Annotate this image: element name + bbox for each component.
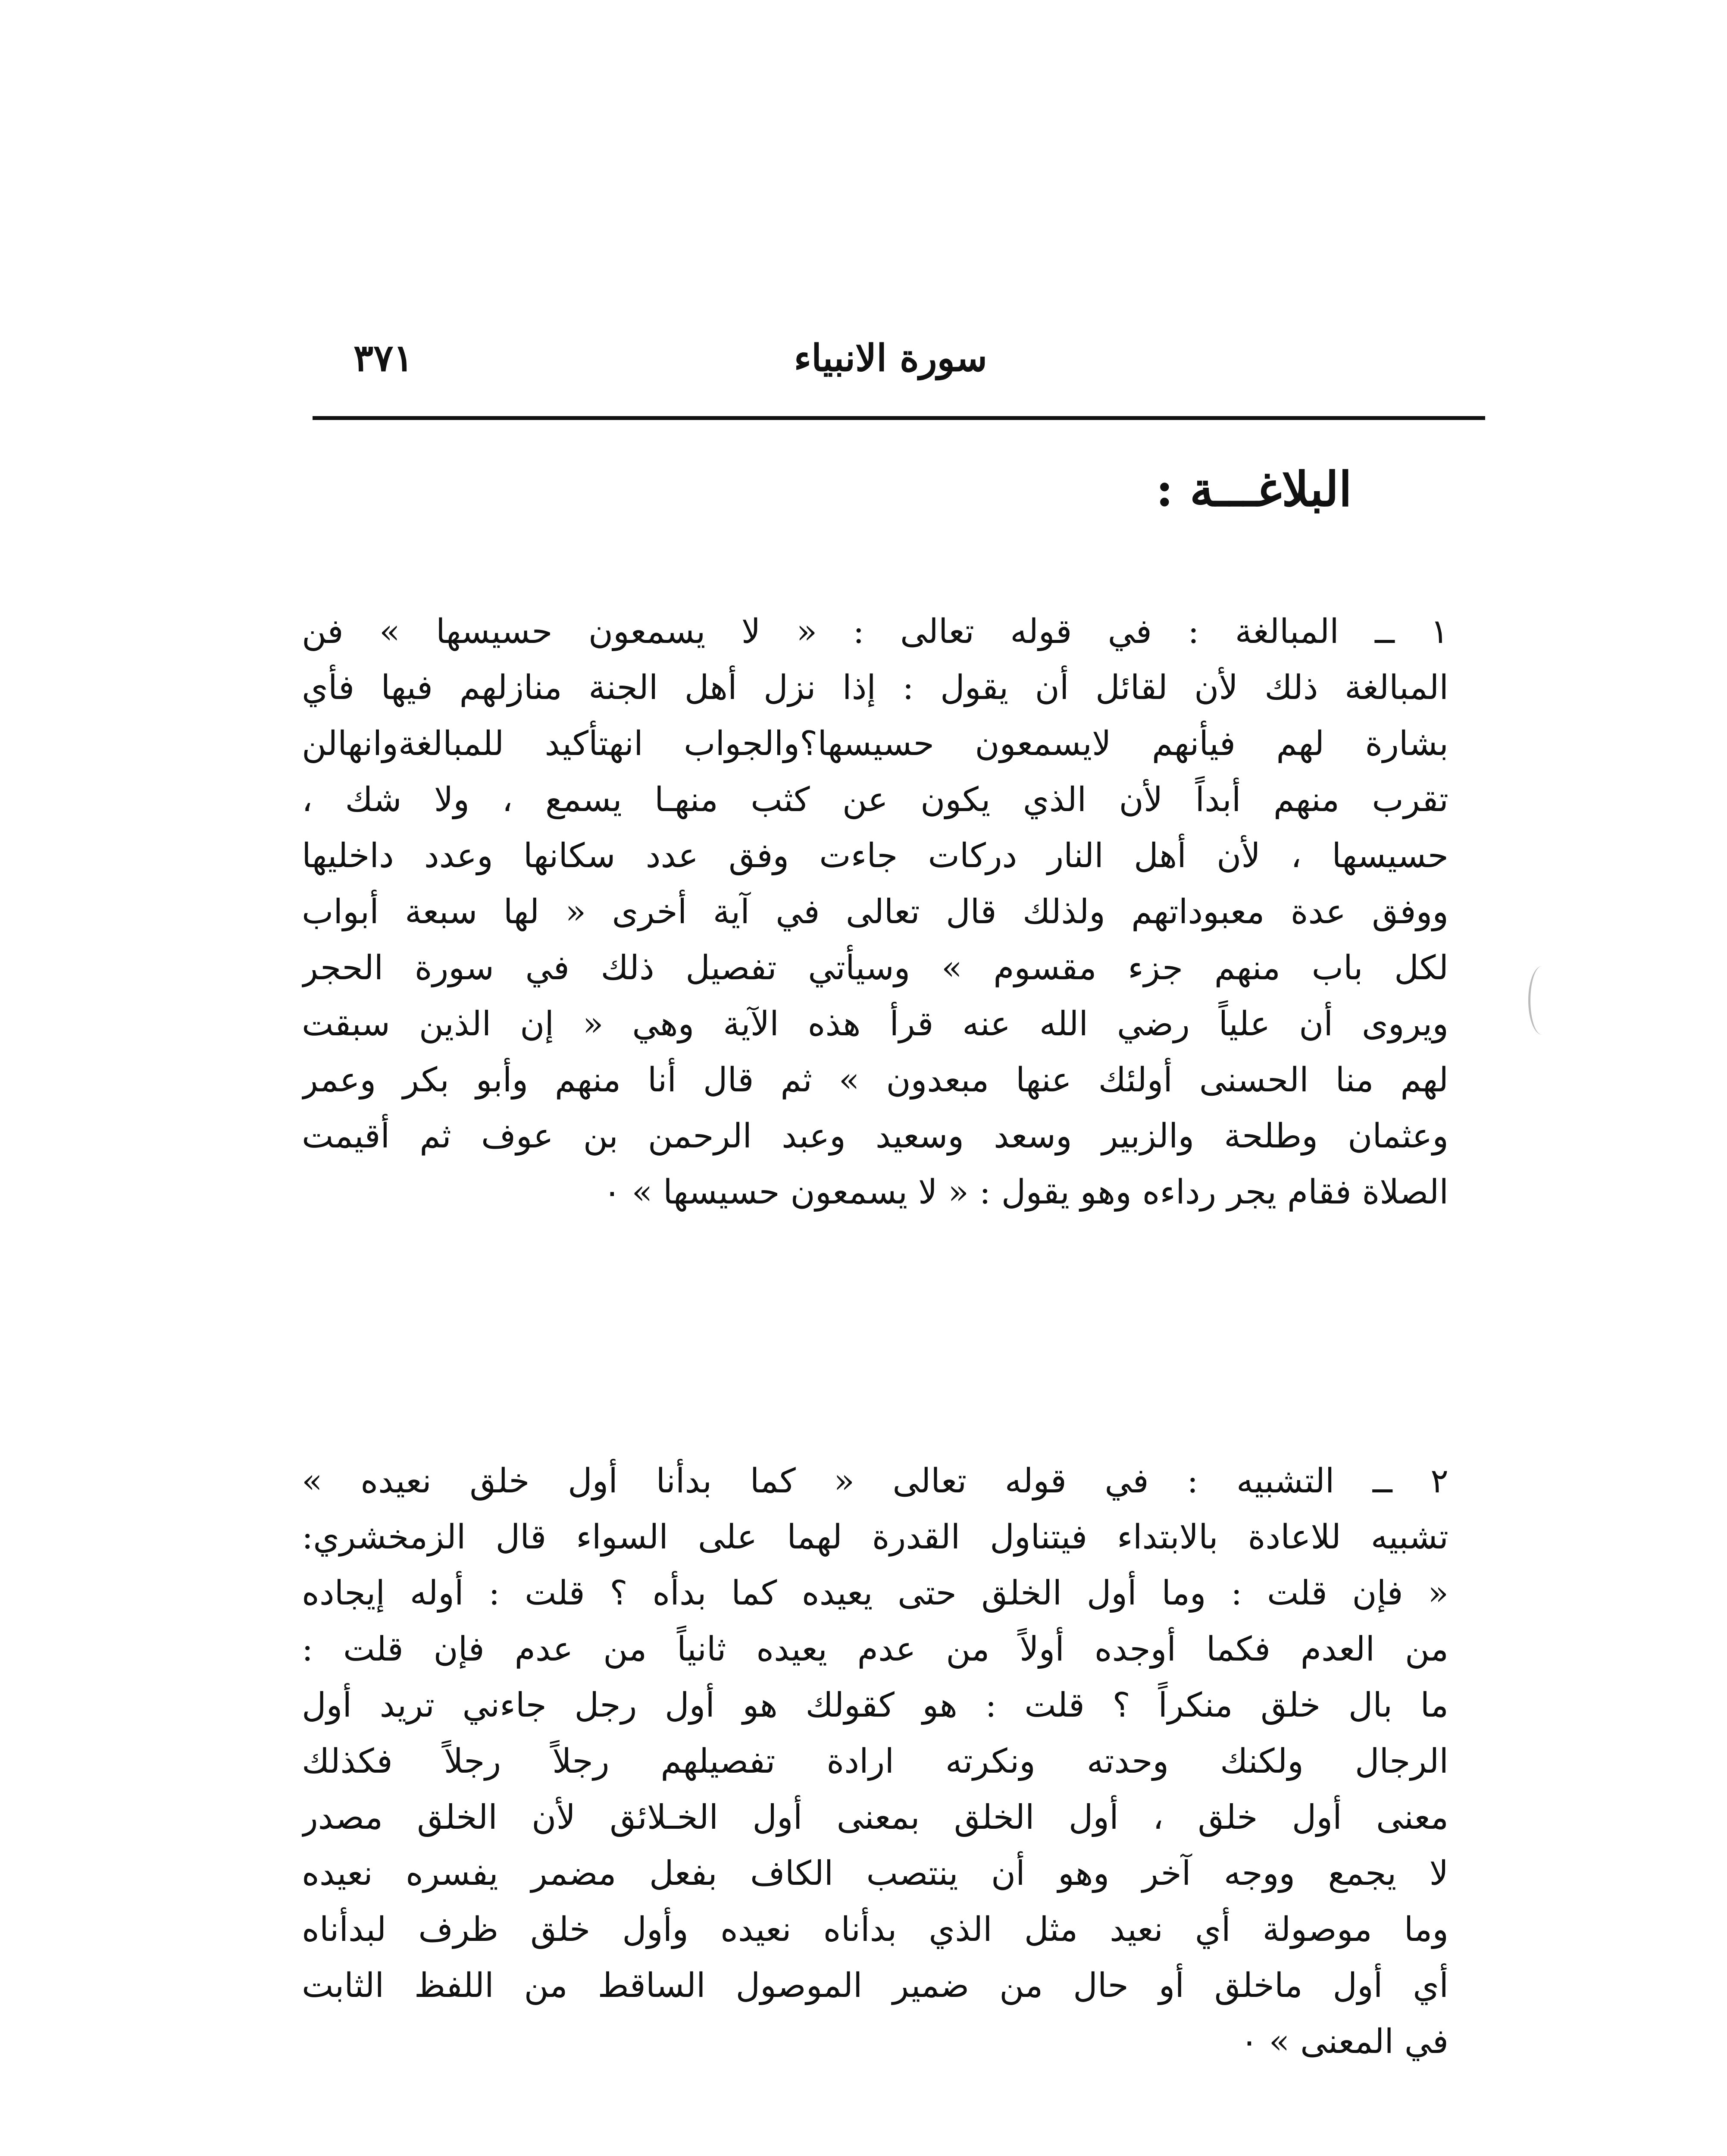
- text-line: ١ ــ المبالغة : في قوله تعالى : « لا يسمعون حسيسها » فن: [302, 612, 1449, 651]
- text-line: الرجال ولكنك وحدته ونكرته ارادة تفصيلهم رجلاً رجلاً فكذلك: [302, 1742, 1449, 1781]
- text-line: ووفق عدة معبوداتهم ولذلك قال تعالى في آية أخرى « لها سبعة أبواب: [302, 893, 1449, 931]
- text-line: ويروى أن علياً رضي الله عنه قرأ هذه الآية وهي « إن الذين سبقت: [302, 1005, 1449, 1044]
- page-header: [310, 328, 1483, 397]
- text-line: لكل باب منهم جزء مقسوم » وسيأتي تفصيل ذلك في سورة الحجر: [302, 949, 1449, 987]
- text-line: المبالغة ذلك لأن لقائل أن يقول : إذا نزل أهل الجنة منازلهم فيها فأي: [302, 668, 1449, 707]
- paragraph-simile: [302, 1453, 1449, 2070]
- text-line: ٢ ــ التشبيه : في قوله تعالى « كما بدأنا أول خلق نعيده »: [302, 1462, 1449, 1501]
- text-line: وما موصولة أي نعيد مثل الذي بدأناه نعيده وأول خلق ظرف لبدأناه: [302, 1910, 1449, 1949]
- page-number: ٣٧١: [354, 336, 413, 380]
- text-line: معنى أول خلق ، أول الخلق بمعنى أول الخـلائق لأن الخلق مصدر: [302, 1798, 1449, 1837]
- text-line: أي أول ماخلق أو حال من ضمير الموصول الساقط من اللفظ الثابت: [302, 1966, 1449, 2005]
- text-line: وعثمان وطلحة والزبير وسعد وسعيد وعبد الرحمن بن عوف ثم أقيمت: [302, 1117, 1449, 1156]
- text-line: في المعنى » ٠: [1240, 2022, 1449, 2061]
- text-line: لهم منا الحسنى أولئك عنها مبعدون » ثم قال أنا منهم وأبو بكر وعمر: [302, 1061, 1449, 1100]
- text-line: تقرب منهم أبداً لأن الذي يكون عن كثب منهـا يسمع ، ولا شك ،: [302, 780, 1449, 819]
- text-line: ما بال خلق منكراً ؟ قلت : هو كقولك هو أول رجل جاءني تريد أول: [302, 1686, 1449, 1725]
- section-heading: البلاغـــة :: [1156, 461, 1352, 517]
- margin-mark: [1528, 966, 1556, 1035]
- text-line: حسيسها ، لأن أهل النار دركات جاءت وفق عدد سكانها وعدد داخليها: [302, 837, 1449, 875]
- text-line: بشارة لهم فيأنهم لايسمعون حسيسها؟والجواب انهتأكيد للمبالغةوانهالن: [302, 724, 1449, 763]
- text-line: الصلاة فقام يجر رداءه وهو يقول : « لا يسمعون حسيسها » ٠: [603, 1173, 1449, 1212]
- text-line: لا يجمع ووجه آخر وهو أن ينتصب الكاف بفعل مضمر يفسره نعيده: [302, 1854, 1449, 1893]
- text-line: « فإن قلت : وما أول الخلق حتى يعيده كما بدأه ؟ قلت : أوله إيجاده: [302, 1574, 1449, 1613]
- header-divider: [313, 416, 1485, 420]
- text-line: تشبيه للاعادة بالابتداء فيتناول القدرة لهما على السواء قال الزمخشري:: [302, 1518, 1449, 1557]
- paragraph-exaggeration: [302, 604, 1449, 1220]
- text-line: من العدم فكما أوجده أولاً من عدم يعيده ثانياً من عدم فإن قلت :: [302, 1630, 1449, 1669]
- surah-title: سورة الانبياء: [794, 336, 987, 380]
